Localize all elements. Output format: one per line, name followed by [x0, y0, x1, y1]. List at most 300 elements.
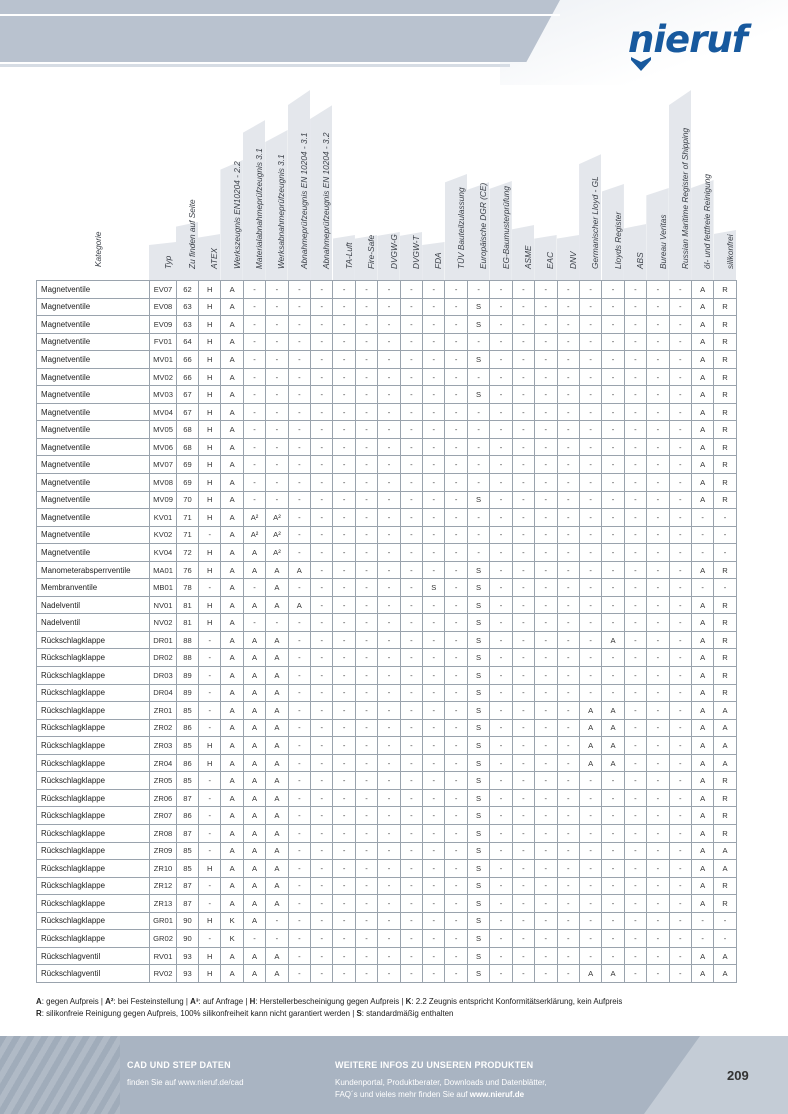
row-type: ZR10: [150, 860, 177, 878]
table-cell: -: [512, 807, 534, 825]
table-cell: -: [669, 702, 691, 720]
table-cell: 69: [177, 456, 199, 474]
table-cell: R: [714, 438, 736, 456]
table-cell: -: [557, 860, 579, 878]
table-cell: A: [221, 579, 243, 597]
table-cell: 85: [177, 860, 199, 878]
table-cell: A: [221, 491, 243, 509]
table-row: [37, 438, 737, 456]
table-cell: -: [199, 631, 221, 649]
table-cell: S: [423, 579, 445, 597]
table-row: [37, 842, 737, 860]
header-col-18: [557, 80, 579, 280]
table-cell: -: [557, 368, 579, 386]
table-cell: -: [423, 877, 445, 895]
table-cell: -: [445, 754, 467, 772]
table-cell: H: [199, 298, 221, 316]
row-type: EV08: [150, 298, 177, 316]
table-cell: -: [691, 544, 713, 562]
header-col-label: Abnahmeprüfzeugnis EN 10204 - 3.2: [321, 132, 332, 269]
row-type: DR02: [150, 649, 177, 667]
table-cell: A: [579, 702, 601, 720]
row-category: Rückschlagklappe: [37, 807, 150, 825]
table-cell: -: [400, 421, 422, 439]
table-cell: R: [714, 824, 736, 842]
table-cell: -: [355, 842, 377, 860]
table-cell: -: [423, 772, 445, 790]
table-cell: -: [400, 579, 422, 597]
table-cell: S: [467, 930, 489, 948]
table-cell: -: [557, 491, 579, 509]
table-cell: -: [288, 912, 310, 930]
table-cell: -: [490, 596, 512, 614]
table-cell: -: [355, 667, 377, 685]
table-cell: -: [490, 316, 512, 334]
table-cell: -: [624, 789, 646, 807]
table-cell: -: [243, 579, 265, 597]
table-cell: A: [714, 719, 736, 737]
legend-line-2: [36, 1008, 766, 1020]
table-cell: -: [624, 719, 646, 737]
table-cell: -: [311, 561, 333, 579]
table-cell: H: [199, 614, 221, 632]
table-cell: 88: [177, 631, 199, 649]
table-cell: 86: [177, 807, 199, 825]
table-cell: -: [579, 842, 601, 860]
table-cell: -: [311, 298, 333, 316]
table-cell: -: [490, 333, 512, 351]
table-cell: -: [647, 930, 669, 948]
table-cell: -: [602, 789, 624, 807]
table-cell: -: [557, 333, 579, 351]
table-cell: -: [557, 842, 579, 860]
table-cell: -: [557, 965, 579, 983]
table-cell: S: [467, 860, 489, 878]
table-cell: A: [266, 667, 288, 685]
table-cell: A: [691, 684, 713, 702]
table-cell: -: [647, 579, 669, 597]
row-type: MV03: [150, 386, 177, 404]
header-col-0: [149, 80, 176, 280]
row-type: DR03: [150, 667, 177, 685]
table-cell: 64: [177, 333, 199, 351]
table-cell: -: [490, 702, 512, 720]
table-cell: -: [490, 631, 512, 649]
table-cell: S: [467, 789, 489, 807]
row-type: ZR01: [150, 702, 177, 720]
table-cell: -: [535, 667, 557, 685]
table-row: [37, 544, 737, 562]
table-cell: -: [579, 438, 601, 456]
table-cell: -: [445, 456, 467, 474]
table-cell: -: [423, 491, 445, 509]
table-cell: -: [288, 824, 310, 842]
table-cell: S: [467, 614, 489, 632]
table-row: [37, 456, 737, 474]
row-category: Rückschlagklappe: [37, 895, 150, 913]
table-cell: -: [669, 456, 691, 474]
table-cell: -: [602, 421, 624, 439]
table-cell: 85: [177, 842, 199, 860]
table-cell: -: [647, 667, 669, 685]
table-cell: -: [333, 789, 355, 807]
table-cell: A: [691, 316, 713, 334]
table-cell: -: [333, 368, 355, 386]
table-cell: -: [490, 298, 512, 316]
table-cell: -: [423, 719, 445, 737]
row-type: ZR07: [150, 807, 177, 825]
table-cell: A: [288, 561, 310, 579]
table-cell: 63: [177, 298, 199, 316]
table-row: [37, 930, 737, 948]
table-cell: H: [199, 509, 221, 527]
table-cell: -: [579, 368, 601, 386]
table-cell: -: [378, 719, 400, 737]
table-cell: A: [221, 667, 243, 685]
cad-link-text[interactable]: finden Sie auf www.nieruf.de/cad: [127, 1078, 244, 1087]
table-cell: -: [669, 316, 691, 334]
table-cell: -: [445, 403, 467, 421]
table-cell: A: [221, 561, 243, 579]
table-cell: A: [243, 737, 265, 755]
table-cell: -: [423, 298, 445, 316]
row-type: GR01: [150, 912, 177, 930]
table-cell: R: [714, 333, 736, 351]
table-cell: S: [467, 351, 489, 369]
table-cell: -: [288, 754, 310, 772]
table-cell: -: [512, 386, 534, 404]
table-cell: -: [467, 438, 489, 456]
table-cell: -: [423, 649, 445, 667]
table-cell: -: [579, 930, 601, 948]
table-cell: -: [490, 965, 512, 983]
table-cell: A: [221, 824, 243, 842]
table-cell: -: [243, 474, 265, 492]
table-cell: S: [467, 316, 489, 334]
table-cell: -: [557, 544, 579, 562]
row-type: DR01: [150, 631, 177, 649]
table-cell: -: [400, 930, 422, 948]
table-cell: -: [490, 474, 512, 492]
table-cell: -: [311, 509, 333, 527]
table-cell: R: [714, 772, 736, 790]
table-cell: -: [288, 807, 310, 825]
table-cell: -: [400, 649, 422, 667]
table-cell: -: [535, 509, 557, 527]
table-cell: -: [669, 544, 691, 562]
table-cell: -: [400, 298, 422, 316]
table-cell: -: [378, 544, 400, 562]
table-cell: -: [199, 719, 221, 737]
table-row: [37, 877, 737, 895]
table-cell: -: [467, 333, 489, 351]
table-cell: -: [445, 421, 467, 439]
table-cell: -: [266, 930, 288, 948]
table-cell: -: [647, 491, 669, 509]
table-cell: -: [445, 842, 467, 860]
table-cell: -: [423, 965, 445, 983]
table-cell: -: [445, 491, 467, 509]
table-cell: -: [669, 947, 691, 965]
row-type: EV09: [150, 316, 177, 334]
header-col-label: Lloyds Register: [612, 211, 623, 269]
table-cell: -: [311, 965, 333, 983]
table-cell: R: [714, 474, 736, 492]
table-cell: -: [647, 403, 669, 421]
header-col-label: DNV: [567, 251, 578, 269]
table-cell: -: [333, 649, 355, 667]
table-cell: A: [221, 386, 243, 404]
table-cell: -: [288, 421, 310, 439]
info-text-line-1: Kundenportal, Produktberater, Downloads und Datenblätter,: [335, 1078, 547, 1087]
table-cell: -: [535, 895, 557, 913]
table-cell: -: [669, 561, 691, 579]
table-row: [37, 737, 737, 755]
table-cell: -: [647, 631, 669, 649]
table-cell: -: [602, 438, 624, 456]
table-cell: -: [579, 456, 601, 474]
table-cell: -: [333, 824, 355, 842]
row-type: ZR13: [150, 895, 177, 913]
table-row: [37, 912, 737, 930]
table-cell: -: [669, 965, 691, 983]
table-cell: -: [355, 438, 377, 456]
table-cell: -: [378, 824, 400, 842]
table-cell: -: [490, 807, 512, 825]
table-cell: -: [624, 281, 646, 299]
table-cell: A: [714, 947, 736, 965]
table-cell: -: [535, 351, 557, 369]
table-cell: A: [221, 947, 243, 965]
table-cell: -: [423, 333, 445, 351]
header-col-label: Fire-Safe: [366, 234, 377, 269]
table-cell: -: [400, 281, 422, 299]
table-cell: -: [311, 333, 333, 351]
table-cell: A: [691, 421, 713, 439]
table-cell: -: [490, 737, 512, 755]
table-cell: A: [691, 877, 713, 895]
table-cell: -: [512, 895, 534, 913]
table-cell: A: [691, 947, 713, 965]
table-cell: -: [333, 421, 355, 439]
table-cell: -: [669, 526, 691, 544]
table-cell: -: [288, 509, 310, 527]
table-cell: H: [199, 368, 221, 386]
table-cell: -: [311, 421, 333, 439]
table-cell: -: [199, 877, 221, 895]
table-cell: -: [333, 860, 355, 878]
table-cell: -: [199, 684, 221, 702]
table-cell: A: [221, 596, 243, 614]
table-cell: -: [602, 456, 624, 474]
table-cell: -: [355, 965, 377, 983]
table-cell: -: [535, 561, 557, 579]
table-cell: 85: [177, 737, 199, 755]
table-cell: -: [647, 842, 669, 860]
header-col-21: [624, 80, 646, 280]
table-cell: -: [624, 474, 646, 492]
table-cell: -: [333, 930, 355, 948]
table-row: [37, 631, 737, 649]
table-row: [37, 491, 737, 509]
table-cell: -: [199, 772, 221, 790]
table-cell: A²: [266, 509, 288, 527]
header-col-2: [198, 80, 220, 280]
table-cell: -: [512, 438, 534, 456]
table-cell: 72: [177, 544, 199, 562]
table-cell: A: [691, 860, 713, 878]
table-cell: S: [467, 754, 489, 772]
table-cell: -: [490, 824, 512, 842]
table-cell: -: [557, 509, 579, 527]
legend-key: S: [356, 1008, 362, 1018]
table-cell: -: [557, 702, 579, 720]
table-cell: -: [445, 351, 467, 369]
table-cell: H: [199, 438, 221, 456]
info-website-link[interactable]: www.nieruf.de: [469, 1090, 525, 1099]
table-cell: -: [624, 596, 646, 614]
table-cell: -: [535, 386, 557, 404]
table-cell: A²: [266, 544, 288, 562]
table-cell: -: [400, 667, 422, 685]
page-footer: [0, 1036, 788, 1114]
table-cell: -: [647, 316, 669, 334]
legend-line-1: [36, 996, 766, 1008]
page-number: 209: [727, 1068, 749, 1083]
row-category: Membranventile: [37, 579, 150, 597]
table-cell: -: [579, 491, 601, 509]
table-cell: S: [467, 667, 489, 685]
table-cell: -: [669, 860, 691, 878]
row-category: Rückschlagklappe: [37, 877, 150, 895]
table-cell: -: [311, 316, 333, 334]
row-type: GR02: [150, 930, 177, 948]
table-cell: -: [512, 368, 534, 386]
table-cell: H: [199, 965, 221, 983]
table-cell: -: [400, 947, 422, 965]
table-cell: -: [311, 824, 333, 842]
table-cell: -: [535, 807, 557, 825]
table-cell: -: [490, 772, 512, 790]
table-cell: -: [378, 474, 400, 492]
header-col-label: ASME: [523, 245, 534, 269]
table-cell: S: [467, 772, 489, 790]
table-cell: -: [669, 491, 691, 509]
table-cell: -: [579, 421, 601, 439]
table-cell: -: [624, 544, 646, 562]
table-cell: -: [647, 965, 669, 983]
table-cell: 67: [177, 403, 199, 421]
table-cell: -: [624, 631, 646, 649]
table-cell: H: [199, 386, 221, 404]
table-cell: -: [624, 895, 646, 913]
table-cell: -: [288, 895, 310, 913]
table-cell: -: [557, 737, 579, 755]
table-cell: A: [691, 403, 713, 421]
table-cell: -: [579, 789, 601, 807]
table-cell: A: [691, 298, 713, 316]
table-cell: -: [579, 579, 601, 597]
row-type: RV01: [150, 947, 177, 965]
table-cell: -: [467, 421, 489, 439]
table-cell: -: [579, 772, 601, 790]
table-cell: A: [266, 561, 288, 579]
table-cell: -: [535, 491, 557, 509]
table-cell: -: [333, 754, 355, 772]
header-col-label: Bureau Veritas: [657, 214, 668, 269]
table-cell: A: [221, 456, 243, 474]
table-row: [37, 281, 737, 299]
table-cell: -: [378, 860, 400, 878]
table-cell: -: [557, 684, 579, 702]
table-cell: -: [490, 895, 512, 913]
table-cell: A: [266, 842, 288, 860]
table-cell: A: [243, 649, 265, 667]
table-cell: -: [602, 316, 624, 334]
table-cell: -: [400, 509, 422, 527]
table-cell: -: [333, 474, 355, 492]
table-cell: -: [647, 877, 669, 895]
table-cell: 67: [177, 386, 199, 404]
row-type: RV02: [150, 965, 177, 983]
table-cell: A: [266, 702, 288, 720]
legend-text: : silikonfreie Reinigung gegen Aufpreis, 100% silikonfreiheit kann nicht garantiert werden |: [41, 1008, 357, 1018]
table-cell: -: [355, 298, 377, 316]
table-cell: -: [355, 772, 377, 790]
table-cell: -: [355, 368, 377, 386]
table-cell: R: [714, 789, 736, 807]
table-cell: -: [535, 824, 557, 842]
table-cell: A: [243, 631, 265, 649]
table-cell: -: [467, 544, 489, 562]
table-cell: -: [647, 561, 669, 579]
table-cell: -: [333, 579, 355, 597]
table-cell: -: [512, 351, 534, 369]
table-cell: -: [333, 526, 355, 544]
table-cell: A: [691, 719, 713, 737]
table-cell: -: [378, 772, 400, 790]
table-cell: 68: [177, 438, 199, 456]
table-cell: 66: [177, 351, 199, 369]
table-cell: A: [602, 965, 624, 983]
table-cell: -: [512, 298, 534, 316]
table-cell: -: [647, 298, 669, 316]
table-cell: -: [243, 368, 265, 386]
table-cell: -: [579, 333, 601, 351]
table-cell: -: [602, 807, 624, 825]
table-cell: A: [691, 649, 713, 667]
table-cell: -: [311, 491, 333, 509]
table-cell: A: [243, 860, 265, 878]
table-cell: A: [691, 614, 713, 632]
table-cell: -: [557, 772, 579, 790]
table-cell: -: [602, 684, 624, 702]
row-type: ZR04: [150, 754, 177, 772]
row-category: Rückschlagklappe: [37, 684, 150, 702]
table-cell: A: [221, 631, 243, 649]
table-cell: -: [624, 614, 646, 632]
table-cell: A: [266, 895, 288, 913]
table-cell: -: [333, 596, 355, 614]
table-cell: -: [535, 702, 557, 720]
table-cell: -: [647, 684, 669, 702]
table-cell: -: [378, 316, 400, 334]
table-cell: -: [288, 403, 310, 421]
table-cell: -: [355, 684, 377, 702]
table-cell: -: [669, 298, 691, 316]
header-underline: [0, 64, 510, 67]
table-cell: -: [355, 631, 377, 649]
